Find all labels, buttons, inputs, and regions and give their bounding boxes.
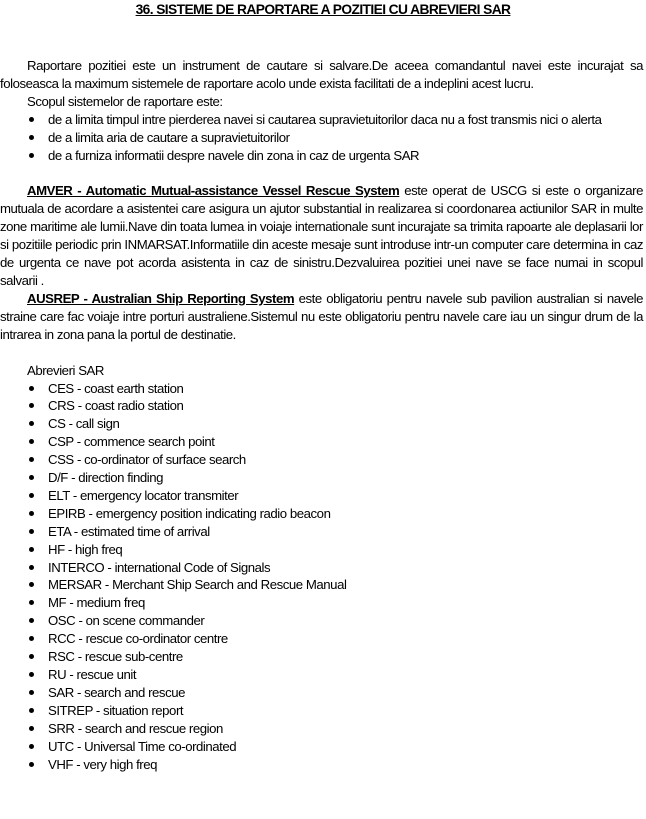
abbreviation-text: MERSAR - Merchant Ship Search and Rescue Manual — [48, 577, 347, 593]
intro-paragraph: Raportare pozitiei este un instrument de cautare si salvare.De aceea comandantul navei este incurajat sa foloseasca la maximum sistemele de raportare acolo unde exista facilitati de a indeplini acest lucru. — [0, 58, 643, 91]
purpose-heading: Scopul sistemelor de raportare este: — [27, 93, 223, 109]
amver-term: AMVER - Automatic Mutual-assistance Vessel Rescue System — [27, 183, 400, 199]
bullet-icon — [29, 654, 34, 659]
list-item — [0, 666, 643, 684]
bullet-icon — [29, 547, 34, 552]
ausrep-term: AUSREP - Australian Ship Reporting System — [27, 290, 295, 306]
abbreviation-text: EPIRB - emergency position indicating radio beacon — [48, 505, 331, 521]
bullet-icon — [29, 529, 34, 534]
section-title: 36. SISTEME DE RAPORTARE A POZITIEI CU ABREVIERI SAR — [135, 2, 511, 17]
abbreviation-text: CS - call sign — [48, 416, 120, 432]
amver-text: este operat de USCG si este o organizare mutuala de acordare a asistentei care asigura un ajutor substantial in realizarea si coordonarea actiunilor SAR in multe zone maritime ale lumii.Nave din toata lumea in voiaje internationale sunt incurajate sa trimita rapoarte ale deplasarii lor si pozitiile periodic prin INMARSAT.Informatiile din aceste mesaje sunt introduse intr-un computer care determina in caz de urgenta ce nave pot acorda asistenta in caz de sinistru.Dezvaluirea pozitiei unei nave se face numai in scopul salvarii . — [0, 183, 644, 288]
abbreviation-text: ETA - estimated time of arrival — [48, 523, 210, 539]
list-item — [0, 720, 643, 738]
bullet-icon — [29, 457, 34, 462]
abbreviation-text: INTERCO - international Code of Signals — [48, 559, 271, 575]
ausrep-text: este obligatoriu pentru navele sub pavilion australian si navele straine care fac voiaje intre porturi australiene.Sistemul nu este obligatoriu pentru navele care iau un singur drum de la intrarea in zona pana la portul de destinatie. — [0, 290, 643, 342]
abbreviation-text: RU - rescue unit — [48, 667, 137, 682]
list-item — [0, 702, 643, 720]
list-item — [0, 612, 643, 630]
list-item — [0, 559, 643, 577]
list-item — [0, 630, 643, 648]
abbreviation-text: RCC - rescue co-ordinator centre — [48, 631, 228, 647]
bullet-icon — [29, 726, 34, 731]
list-item-text: de a furniza informatii despre navele din zona in caz de urgenta SAR — [48, 147, 420, 163]
bullet-icon — [29, 511, 34, 516]
list-item — [0, 397, 643, 415]
list-item — [0, 469, 643, 487]
list-item — [0, 738, 643, 756]
list-item — [0, 523, 643, 541]
list-item — [0, 541, 643, 559]
bullet-icon — [29, 403, 34, 408]
abbreviation-text: CSS - co-ordinator of surface search — [48, 452, 246, 468]
bullet-icon — [29, 439, 34, 444]
bullet-icon — [29, 153, 34, 158]
bullet-icon — [29, 475, 34, 480]
abbreviation-text: SITREP - situation report — [48, 702, 184, 718]
list-item — [0, 433, 643, 451]
list-item — [0, 129, 643, 147]
abbreviation-text: OSC - on scene commander — [48, 613, 205, 629]
bullet-icon — [29, 565, 34, 570]
bullet-icon — [29, 708, 34, 713]
list-item — [0, 147, 643, 165]
abbreviation-text: UTC - Universal Time co-ordinated — [48, 738, 237, 754]
bullet-icon — [29, 744, 34, 749]
abbreviation-text: CSP - commence search point — [48, 434, 215, 450]
list-item — [0, 576, 643, 594]
abbreviation-text: CRS - coast radio station — [48, 398, 184, 414]
list-item — [0, 594, 643, 612]
bullet-icon — [29, 762, 34, 767]
purpose-list — [0, 111, 643, 165]
abbreviation-text: MF - medium freq — [48, 595, 145, 611]
bullet-icon — [29, 386, 34, 391]
list-item-text: de a limita aria de cautare a supravietuitorilor — [48, 129, 290, 145]
spacer — [0, 344, 643, 362]
abbreviation-text: VHF - very high freq — [48, 756, 157, 772]
bullet-icon — [29, 117, 34, 122]
list-item-text: de a limita timpul intre pierderea navei si cautarea supravietuitorilor daca nu a fost transmis nici o alerta — [48, 111, 602, 127]
list-item — [0, 684, 643, 702]
bullet-icon — [29, 636, 34, 641]
list-item — [0, 111, 643, 129]
abbreviation-text: HF - high freq — [48, 541, 123, 557]
bullet-icon — [29, 135, 34, 140]
document-body — [0, 57, 643, 773]
list-item — [0, 505, 643, 523]
abbreviations-list — [0, 380, 643, 774]
abbreviation-text: RSC - rescue sub-centre — [48, 649, 183, 665]
ausrep-paragraph — [0, 290, 643, 344]
bullet-icon — [29, 421, 34, 426]
list-item — [0, 756, 643, 774]
bullet-icon — [29, 618, 34, 623]
abbreviation-text: D/F - direction finding — [48, 470, 163, 486]
list-item — [0, 487, 643, 505]
bullet-icon — [29, 582, 34, 587]
list-item — [0, 380, 643, 398]
abbreviation-text: SAR - search and rescue — [48, 684, 185, 700]
abbreviation-text: ELT - emergency locator transmiter — [48, 487, 239, 503]
amver-paragraph — [0, 182, 643, 289]
abbreviation-text: SRR - search and rescue region — [48, 720, 223, 736]
abbreviations-heading: Abrevieri SAR — [27, 362, 104, 378]
list-item — [0, 648, 643, 666]
bullet-icon — [29, 493, 34, 498]
bullet-icon — [29, 672, 34, 677]
bullet-icon — [29, 600, 34, 605]
bullet-icon — [29, 690, 34, 695]
abbreviation-text: CES - coast earth station — [48, 380, 184, 396]
list-item — [0, 451, 643, 469]
list-item — [0, 415, 643, 433]
spacer — [0, 164, 643, 182]
